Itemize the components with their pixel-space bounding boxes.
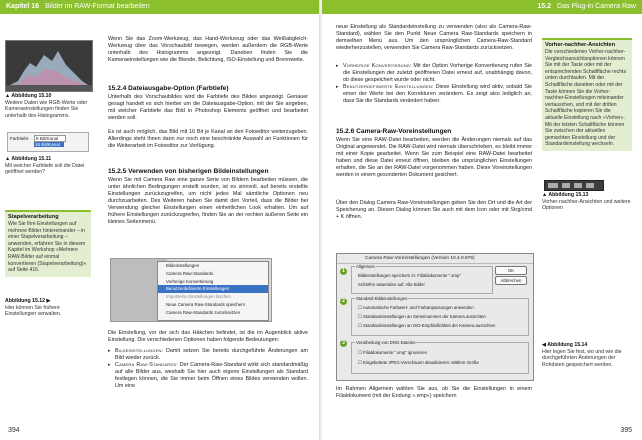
section-allgemein [351,266,493,294]
figure-caption-15-10 [5,93,91,119]
checkbox-label: Eingebettete JPEG-Vorschauen aktualisieren: Mittlere Größe [363,360,479,365]
section-title: Allgemein [356,264,375,269]
checkbox-label: Filialdokumente ".xmp" ignorieren [363,350,427,355]
checkbox-row[interactable]: ☐ Eingebettete JPEG-Vorschauen aktualisieren: Mittlere Größe [358,360,479,365]
histogram-figure [5,40,93,92]
paragraph: Es ist auch möglich, das Bild mit 16 Bit je Kanal an den Fotoeditor weiterzugeben. Allerdings steht Ihnen dann nur noch eine beschränkte Auswahl an Funktionen für die Weiterarbeit im Fotoeditor zur Verfügung. [108,129,308,149]
definition: : Der Camera-Raw-Standard wirkt sich standardmäßig auf alle Bilder aus, weshalb Sie hier auch eigene Einstellungen als Standard festlegen können, die Sie immer beim Öffnen eines Bildes verwenden wollen. Um eine [115,362,308,389]
paragraph: Über den Dialog Camera Raw-Voreinstellungen geben Sie den Ort und die Art der Speicherung an. Diesen Dialog können Sie auch mit dem Icon oder mit Strg/cmd + K öffnen. [336,200,532,220]
tip-box-title: Stapelverarbeitung [8,214,59,220]
settings-menu [157,261,269,321]
callout-badge-1: 1 [340,268,347,275]
bullet-list [336,63,532,105]
menu-item[interactable]: Bildeinstellungen [166,263,200,268]
checkbox-row[interactable]: ☐ Filialdokumente ".xmp" ignorieren [358,350,427,355]
tip-box-title: Vorher-nachher-Ansichten [545,42,616,48]
term: Vorherige Konvertierung [343,63,411,69]
menu-item[interactable]: Neue Camera Raw-Standards speichern [166,301,246,307]
section-title: Das Plug-in Camera Raw [557,3,636,10]
figure-caption-15-13 [542,192,632,212]
term: Benutzerdefinierte Einstellungen [343,84,432,90]
bit-depth-option-16[interactable]: 16 Bit/Kanal [34,142,64,147]
paragraph: Wenn Sie das Zoom-Werkzeug, das Hand-Werkzeug oder das Weißabgleich-Werkzeug über das Vorschaubild bewegen, werden außerdem die RGB-Werte unterhalb des Histogramms angezeigt. Daneben finden Sie die Kameraeinstellungen wie die Blende, Belichtung, ISO-Einstellung und Brennweite. [108,36,308,63]
checkbox-row[interactable]: ☐ Automatische Farbwert- und Farbanpassungen anwenden [358,305,474,310]
dialog-title: Camera Raw-Voreinstellungen (Version 10.4.0.976) [337,254,533,264]
figure-caption-15-11 [5,156,91,176]
paragraph: neue Einstellung als Standardeinstellung zu verwenden (also als Camera-Raw-Standard), wählen Sie den Punkt Neue Camera Raw-Standards speichern in demselben Menü aus. Um den ursprünglichen Camera-Raw-Standard wiederherzustellen, verwenden Sie Camera Raw-Standards zurücksetzen. [336,24,532,51]
caption-label: ◀ Abbildung 15.14 [542,342,588,348]
section-default-settings [351,298,529,336]
histogram-graphic [6,41,92,91]
menu-item[interactable]: Importierte Einstellungen löschen [166,294,231,300]
term: Camera Raw-Standards [115,362,177,368]
copy-icon[interactable] [574,183,582,188]
caption-label: Abbildung 15.12 ▶ [5,298,51,304]
caption-text: Hier können Sie frühere Einstellungen verwalten. [5,304,62,318]
callout-badge-2: 2 [340,298,347,305]
term: Bildeinstellungen [115,348,162,354]
checkbox-label: Standardeinstellungen an Seriennummer der Kamera ausrichten [363,314,486,319]
section-dng-processing [351,342,529,374]
section-title: Standard-Bildeinstellungen [356,296,408,301]
left-page [0,0,320,440]
settings-menu-screenshot [110,258,272,322]
checkbox-row[interactable]: ☐ Standardeinstellungen an ISO-Empfindlichkeit der Kamera ausrichten [358,323,496,328]
menu-item[interactable]: Vorherige Konvertierung [166,278,214,284]
view-mode-icon[interactable] [548,183,558,188]
menu-item[interactable]: Camera Raw-Standards zurücksetzen [166,309,241,315]
paragraph: Unterhalb des Vorschaubildes wird die Farbtiefe des Bildes angezeigt. Genauer gesagt handelt es sich hierbei um die Dateiausgabe-Option, mit der Sie angeben, mit welcher Farbtiefe das Bild in Photoshop Elements geöffnet und bearbeitet werden soll. [108,94,308,121]
dialog-ok-button[interactable]: OK [495,266,527,275]
definition: : Damit setzen Sie bereits durchgeführte Änderungen am Bild wieder zurück. [115,348,308,361]
checkbox-row[interactable]: ☐ Standardeinstellungen an Seriennummer der Kamera ausrichten [358,314,486,319]
tip-box-before-after [542,38,632,151]
bullet-list [108,348,308,390]
tip-box-text: Die verschiedenen Vorher-nachher-Vergleichsansichtsoptionen können Sie mit der Taste oder mit der entsprechenden Schaltfläche rechts unten durchlaufen. Mit der Schaltfläche daneben oder mit der Taste können Sie die Vorher-nachher-Einstellungen miteinander vertauschen, und mit der dritten Schaltfläche kopieren Sie die aktuelle Einstellung nach »Vorher«. Mit der letzten Schaltfläche können Sie zwischen der aktuellen gemachten Einstellung und der Standardeinstellung wechseln. [545,49,626,148]
section-heading-15-2-4: 15.2.4 Dateiausgabe-Option (Farbtiefe) [108,85,229,92]
callout-badge-3: 3 [340,340,347,347]
caption-label: ▲ Abbildung 15.11 [5,156,52,162]
bullet-item [336,63,532,84]
paragraph: Wenn Sie mit Camera Raw eine ganze Serie von Bildern bearbeiten müssen, die unter ähnlichen Bedingungen erstellt wurden, ist es sinnvoll, auf bereits erstellte Einstellungen zurückzugreifen, um nicht jedes Mal sämtliche Optionen neu durchzuarbeiten. Des Weiteren haben Sie damit den Vorteil, dass die Bilder bei Verwendung gleicher Einstellungen einen einheitlichen Look erhalten. Um auf frühere Einstellungen zurückzugreifen, finden Sie an der rechten äußeren Seite ein kleines Seitenmenü. [108,177,308,225]
dialog-cancel-button[interactable]: Abbrechen [495,276,527,285]
bit-depth-label: Farbtiefe: [10,136,30,141]
section-title: Verarbeitung von DNG-Dateien [356,340,416,345]
raw-preferences-dialog [336,253,534,381]
definition: : Mit der Option Vorherige Konvertierung rufen Sie die Einstellungen der zuletzt geöffneten Datei erneut auf, unabhängig davon, ob diese gespeichert wurde oder nicht. [343,63,532,83]
before-after-toolbar [544,180,604,191]
save-settings-row[interactable]: Bildeinstellungen speichern in: Filialdokumente ".xmp" [358,273,461,278]
right-running-header [322,0,642,14]
chapter-label: Kapitel 16 [6,3,40,10]
caption-text: Mit welcher Farbtiefe soll die Datei geöffnet werden? [5,162,85,176]
checkbox-label: Standardeinstellungen an ISO-Empfindlichkeit der Kamera ausrichten [363,323,496,328]
caption-text: Vorher-nachher-Ansichten und weitere Optionen [542,198,631,212]
caption-text: Hier legen Sie fest, wo und wie die durchgeführten Änderungen der Rohdaten gespeichert werden. [542,348,622,368]
toggle-icon[interactable] [586,183,594,188]
page-number: 394 [8,427,20,434]
section-heading-15-2-6: 15.2.6 Camera-Raw-Voreinstellungen [336,128,452,135]
menu-item-active[interactable]: Benutzerdefinierte Einstellungen [158,285,268,293]
bit-depth-figure [7,132,89,152]
paragraph: Im Rahmen Allgemein wählen Sie aus, ob Sie die Einstellungen in einem Filialdokument (mit der Endung ».xmp«) speichern [336,386,532,399]
bullet-item [108,348,308,362]
bit-depth-option-8[interactable]: 8 Bit/Kanal [34,135,66,142]
paragraph: Wenn Sie eine RAW-Datei bearbeiten, werden die Änderungen niemals auf das Original angewendet. Die RAW-Datei wird niemals überschrieben, es bleibt immer mit einer Kopie gearbeitet. Wenn Sie zum Beispiel eine RAW-Datei bearbeitet haben und diese Datei erneut öffnen, bleiben die ursprünglichen Einstellungen erhalten, die Sie an der RAW-Datei vorgenommen haben. Diese Voreinstellungen werden in einem gesonderten Dokument gesichert. [336,137,532,178]
caption-text: Weitere Daten wie RGB-Werte oder Kameraeinstellungen finden Sie unterhalb des Histogramms. [5,99,88,119]
checkbox-label: Automatische Farbwert- und Farbanpassungen anwenden [362,305,474,310]
section-number: 15.2 [537,3,552,10]
right-page [322,0,642,440]
caption-label: ▲ Abbildung 15.10 [5,93,52,99]
left-running-header [0,0,320,14]
section-heading-15-2-5: 15.2.5 Verwenden von bisherigen Bildeinstellungen [108,168,269,175]
figure-caption-15-12 [5,298,91,318]
chapter-title: Bilder im RAW-Format bearbeiten [45,3,150,10]
tip-box-stapelverarbeitung [5,210,91,277]
paragraph: Die Einstellung, vor der sich das Häkchen befindet, ist die im Augenblick aktive Einstellung. Die verschiedenen Optionen haben folgende Bedeutungen: [108,330,308,343]
page-number: 395 [620,427,632,434]
caption-label: ▲ Abbildung 15.13 [542,192,589,198]
bullet-item [108,362,308,390]
menu-item[interactable]: Camera Raw-Standards [166,270,214,276]
definition: : Diese Einstellung wird aktiv, sobald Sie einen der Werte bei den Korrekturen verändern. Es zeigt also lediglich an, dass Sie die Standards verändert haben. [343,84,532,104]
bullet-item [336,84,532,105]
sharpen-row[interactable]: Schärfen anwenden auf: Alle Bilder [358,282,425,287]
swap-icon[interactable] [562,183,570,188]
tip-box-text: Wie Sie Ihre Einstellungen auf mehrere Bilder hintereinander – in einer Stapelverarbeitung – anwenden, erfahren Sie in diesem Kapitel im Workshop »Mehrere RAW-Bilder auf einmal konvertieren (Stapelverarbeitung)« auf Seite 416. [8,221,87,274]
figure-caption-15-14 [542,342,632,368]
